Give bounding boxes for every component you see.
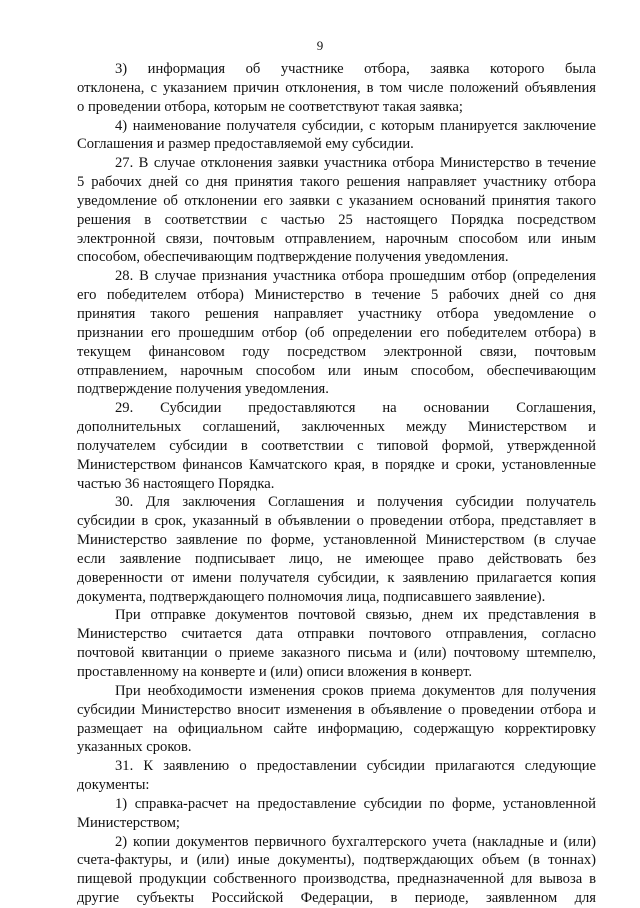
text-line: если заявление подписывает лицо, не имеющее право действовать без	[77, 550, 596, 567]
paragraph	[77, 493, 596, 606]
text-line: отправлением, нарочным способом или иным способом, обеспечивающим	[77, 362, 596, 379]
text-line: размещает на официальном сайте информацию, содержащую корректировку	[77, 720, 596, 737]
text-line: Соглашения и размер предоставляемой ему субсидии.	[77, 136, 414, 153]
paragraph	[77, 154, 596, 267]
text-line: 28. В случае признания участника отбора прошедшим отбор (определения	[115, 268, 596, 285]
text-line: указанных сроков.	[77, 739, 192, 756]
paragraph	[77, 117, 596, 155]
text-line: уведомление об отклонении его заявки с указанием оснований принятия такого	[77, 192, 596, 209]
text-line: 2) копии документов первичного бухгалтерского учета (накладные и (или)	[115, 833, 596, 850]
text-line: Министерством финансов Камчатского края, в порядке и сроки, установленные	[77, 456, 596, 473]
text-line: пищевой продукции собственного производства, предназначенной для вывоза в	[77, 871, 596, 888]
text-line: субсидии в срок, указанный в объявлении о проведении отбора, представляет в	[77, 513, 596, 530]
text-line: о проведении отбора, которым не соответствуют такая заявка;	[77, 98, 463, 115]
paragraph	[77, 399, 596, 493]
paragraph	[77, 757, 596, 795]
text-line: При отправке документов почтовой связью, днем их представления в	[115, 607, 596, 624]
paragraph	[77, 60, 596, 117]
text-line: документы:	[77, 777, 150, 794]
text-line: проставленному на конверте и (или) описи вложения в конверт.	[77, 664, 472, 680]
text-line: признании его прошедшим отбор (об определении его победителем отбора) в	[77, 324, 596, 341]
text-line: Министерство считается дата отправки почтового отправления, согласно	[77, 626, 596, 643]
text-line: решения в соответствии с частью 25 настоящего Порядка посредством	[77, 211, 596, 228]
text-line: почтовой квитанции о приеме заказного письма и (или) почтовому штемпелю,	[77, 645, 596, 662]
text-line: субсидии Министерство вносит изменения в объявление о проведении отбора и	[77, 701, 596, 718]
page-number: 9	[316, 38, 324, 53]
text-line: Министерство заявление по форме, установленной Министерством (в случае	[77, 532, 596, 549]
text-line: дополнительных соглашений, заключенных между Министерством и	[77, 419, 596, 436]
text-line: Министерством;	[77, 814, 180, 831]
paragraph	[77, 606, 596, 681]
text-line: 31. К заявлению о предоставлении субсидии прилагаются следующие	[115, 758, 596, 775]
text-line: текущем финансовом году посредством электронной связи, почтовым	[77, 343, 596, 360]
text-line: доверенности от имени получателя субсидии, к заявлению прилагается копия	[77, 569, 596, 586]
text-line: получателем субсидии в соответствии с типовой формой, утвержденной	[77, 437, 596, 454]
paragraph	[77, 682, 596, 757]
paragraph	[77, 833, 596, 908]
text-line: 4) наименование получателя субсидии, с которым планируется заключение	[115, 117, 596, 134]
text-line: 29. Субсидии предоставляются на основании Соглашения,	[115, 400, 596, 417]
text-line: 3) информация об участнике отбора, заявка которого была	[115, 61, 596, 77]
text-line: отклонена, с указанием причин отклонения, в том числе положений объявления	[77, 79, 596, 96]
text-line: частью 36 настоящего Порядка.	[77, 475, 275, 492]
text-line: его победителем отбора) Министерство в течение 5 рабочих дней со дня	[77, 287, 596, 304]
document-body	[77, 60, 596, 908]
text-line: 27. В случае отклонения заявки участника отбора Министерство в течение	[115, 155, 596, 172]
text-line: электронной связи, почтовым отправлением, нарочным способом или иным	[77, 230, 596, 247]
text-line: подтверждение получения уведомления.	[77, 381, 329, 398]
paragraph	[77, 267, 596, 399]
text-line: другие субъекты Российской Федерации, в периоде, заявленном для	[77, 890, 596, 907]
text-line: принятия такого решения направляет участнику отбора уведомление о	[77, 305, 596, 322]
text-line: 1) справка-расчет на предоставление субсидии по форме, установленной	[115, 795, 596, 812]
paragraph	[77, 795, 596, 833]
text-line: При необходимости изменения сроков приема документов для получения	[115, 682, 596, 699]
text-line: способом, обеспечивающим подтверждение получения уведомления.	[77, 249, 509, 266]
text-line: документа, подтверждающего полномочия лица, подписавшего заявление).	[77, 588, 546, 605]
text-line: 30. Для заключения Соглашения и получения субсидии получатель	[115, 494, 596, 511]
text-line: 5 рабочих дней со дня принятия такого решения направляет участнику отбора	[77, 174, 596, 191]
text-line: счета-фактуры, и (или) иные документы), подтверждающих объем (в тоннах)	[77, 852, 596, 869]
